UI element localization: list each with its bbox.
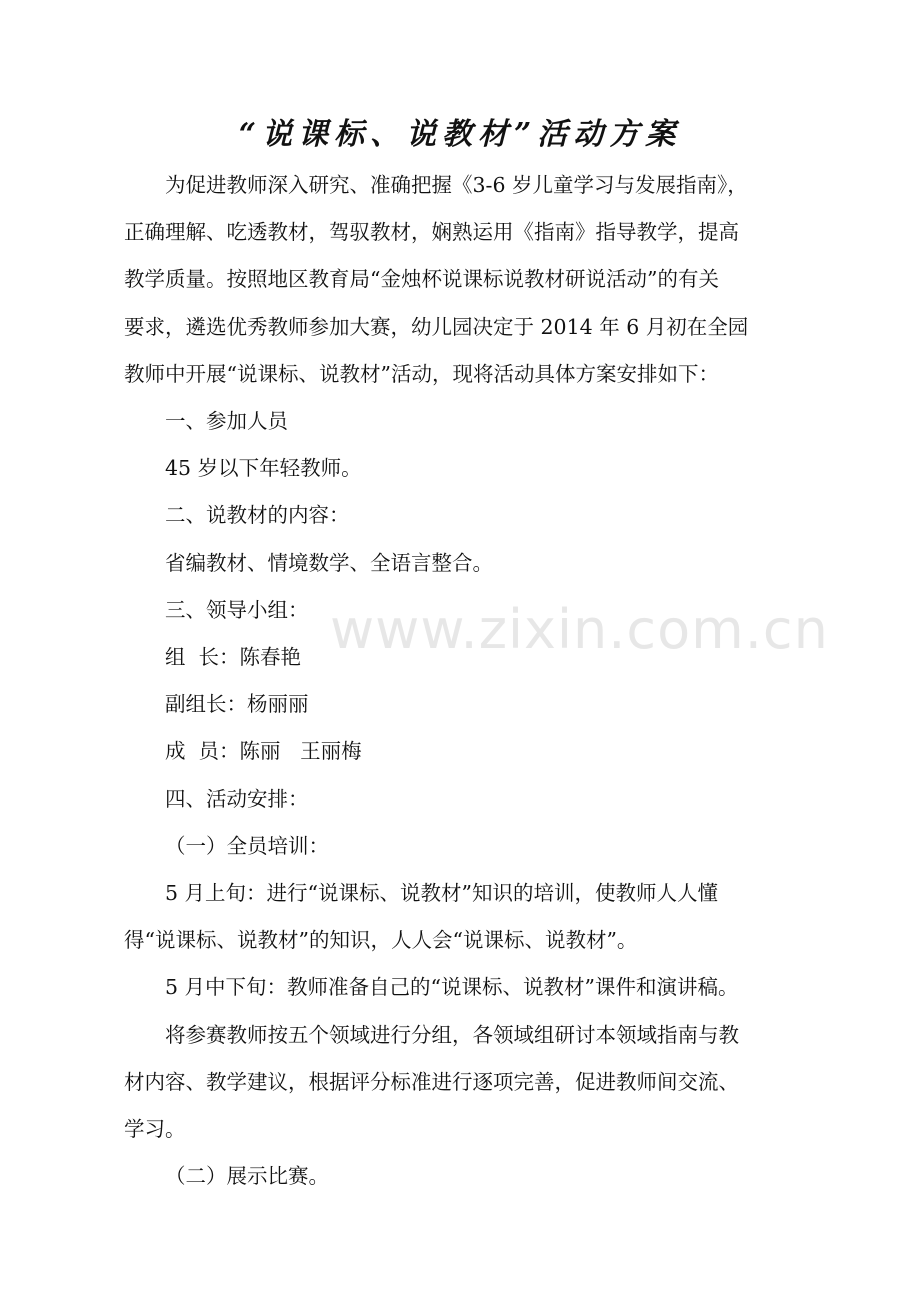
may-early-line: 5 月上旬：进行“说课标、说教材”知识的培训，使教师人人懂: [165, 881, 719, 906]
document-body: [124, 162, 814, 1200]
leader-line: 组 长：陈春艳: [165, 645, 302, 670]
section2-text: 省编教材、情境数学、全语言整合。: [165, 550, 493, 575]
deputy-leader-line: 副组长：杨丽丽: [165, 692, 309, 717]
may-early-line: 得“说课标、说教材”的知识，人人会“说课标、说教材”。: [124, 928, 638, 953]
section4-heading: 四、活动安排：: [165, 786, 309, 811]
section1-heading: 一、参加人员: [165, 409, 288, 434]
sub2-heading: （二）展示比赛。: [165, 1164, 329, 1189]
intro-line: 为促进教师深入研究、准确把握《3-6 岁儿童学习与发展指南》，: [165, 173, 748, 197]
intro-line: 教师中开展“说课标、说教材”活动，现将活动具体方案安排如下：: [124, 361, 719, 386]
intro-line: 要求，遴选优秀教师参加大赛，幼儿园决定于 2014 年 6 月初在全园: [124, 314, 749, 339]
grouping-line: 材内容、教学建议，根据评分标准进行逐项完善，促进教师间交流、: [124, 1069, 739, 1094]
intro-line: 教学质量。按照地区教育局“金烛杯说课标说教材研说活动”的有关: [124, 267, 719, 292]
watermark: www.zixin.com.cn: [330, 598, 829, 661]
section3-heading: 三、领导小组：: [165, 597, 309, 622]
intro-paragraph: [124, 162, 814, 398]
section2-heading: 二、说教材的内容：: [165, 503, 350, 528]
page-title: “说课标、说教材”活动方案: [238, 117, 682, 152]
grouping-paragraph: [124, 1012, 814, 1154]
may-late-text: 5 月中下旬：教师准备自己的“说课标、说教材”课件和演讲稿。: [165, 975, 739, 1000]
members-line: 成 员：陈丽 王丽梅: [165, 739, 362, 764]
intro-line: 正确理解、吃透教材，驾驭教材，娴熟运用《指南》指导教学，提高: [124, 220, 739, 245]
sub1-heading: （一）全员培训：: [165, 833, 329, 858]
may-early-paragraph: [124, 870, 814, 964]
section1-text: 45 岁以下年轻教师。: [165, 456, 362, 481]
grouping-line: 学习。: [124, 1117, 186, 1142]
grouping-line: 将参赛教师按五个领域进行分组，各领域组研讨本领域指南与教: [165, 1022, 739, 1047]
